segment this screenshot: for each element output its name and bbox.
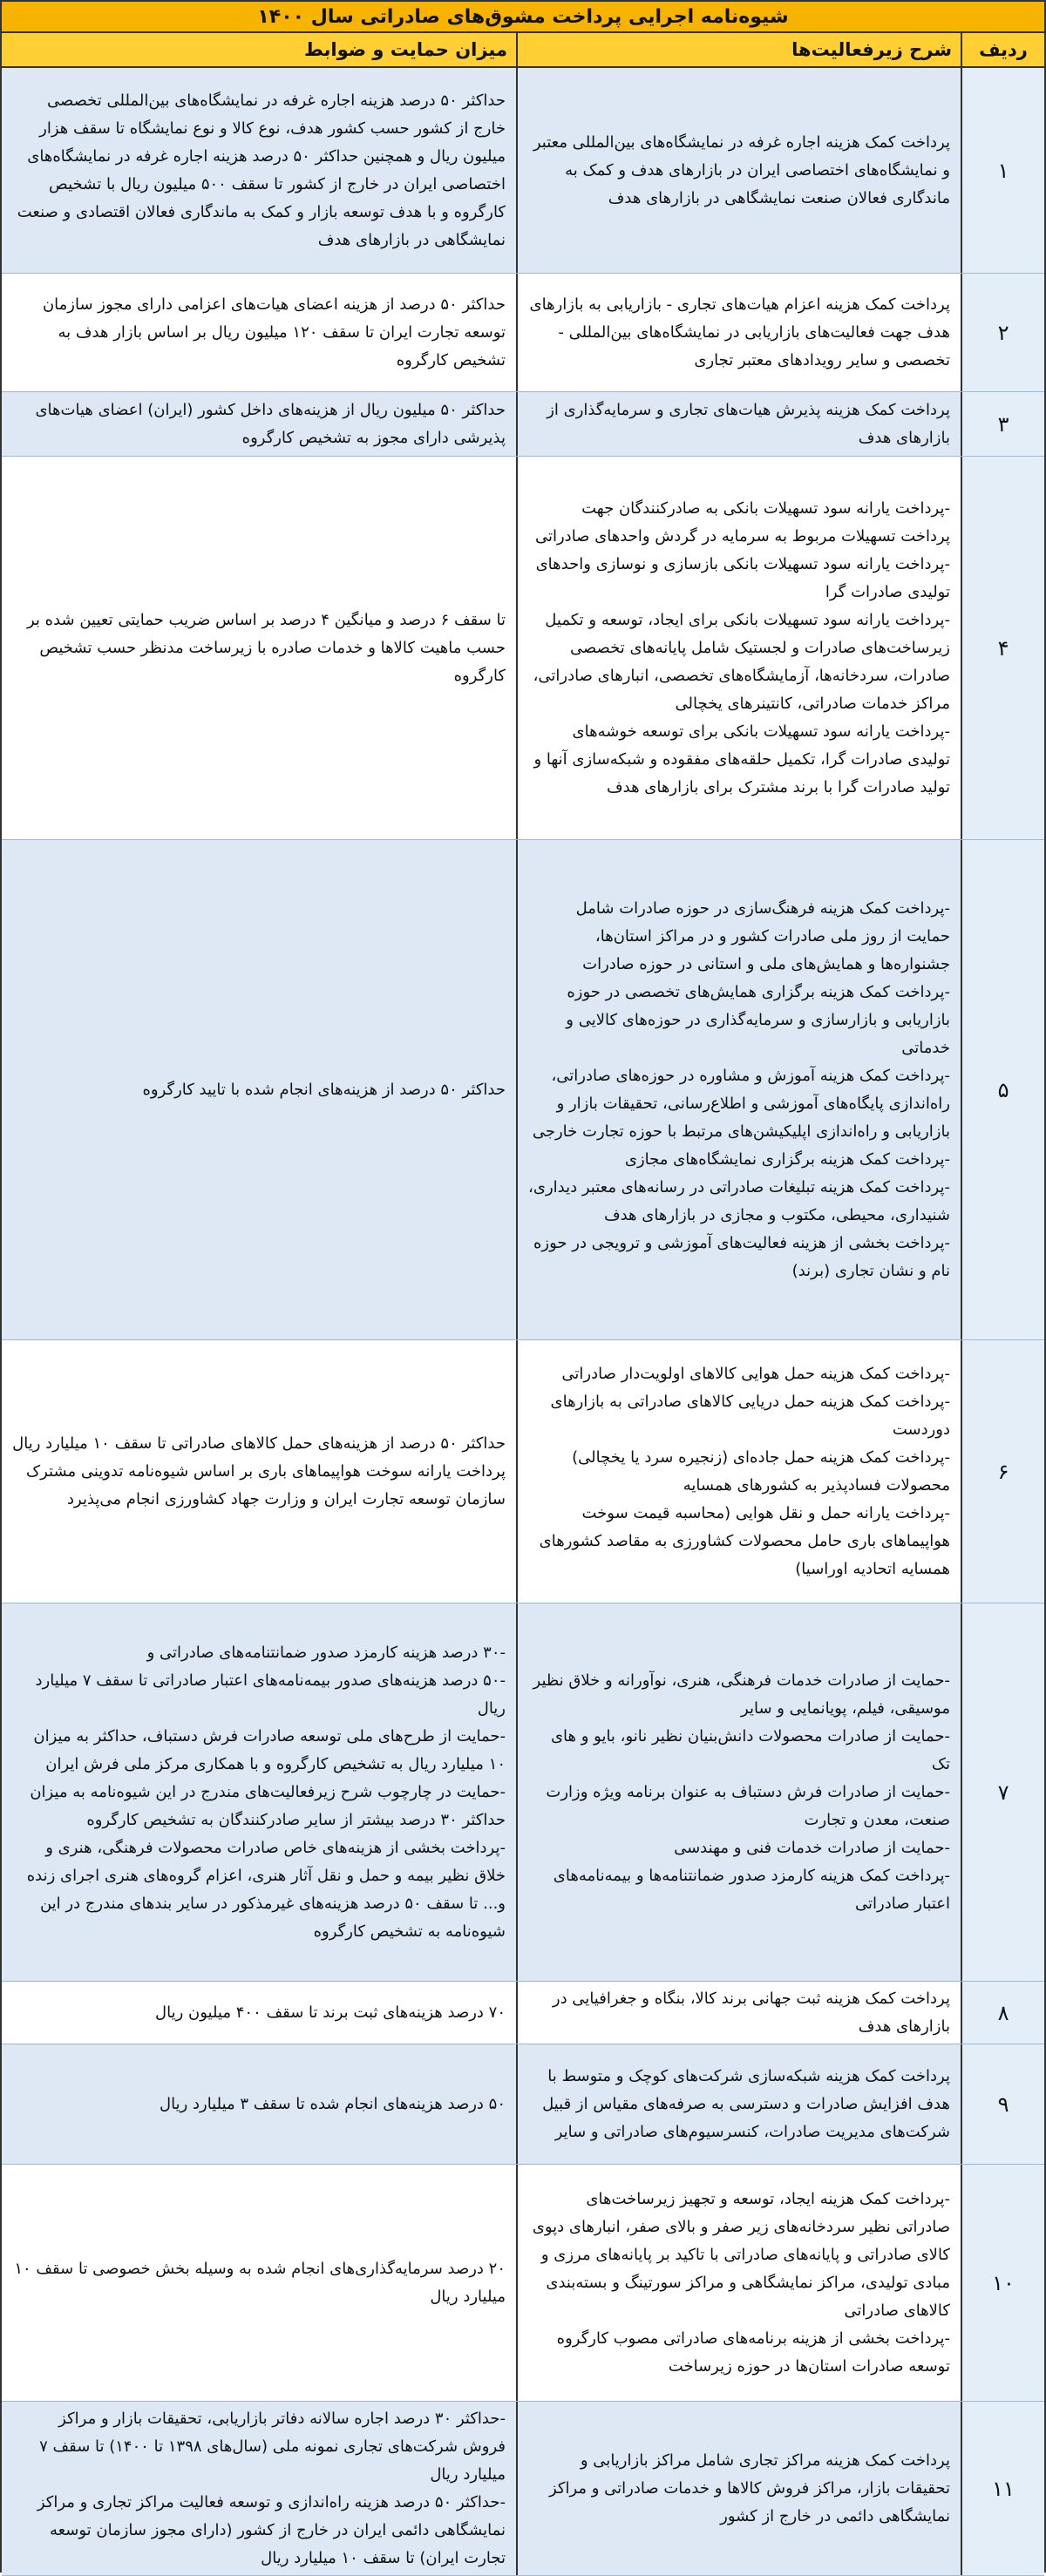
row-support: -۳۰ درصد هزینه کارمزد صدور ضمانتنامه‌های صادراتی و -۵۰ درصد هزینه‌های صدور بیمه‌نامه‌های اعتبار صادراتی تا سقف ۷ میلیارد ریال -حمایت از طرح‌های ملی توسعه صادرات فرش دستباف، حداکثر به میزان ۱۰ میلیارد ریال به تشخیص کارگروه و با همکاری مرکز ملی فرش ایران -حمایت در چارچوب شرح زیرفعالیت‌های مندرج در این شیوه‌نامه به میزان حداکثر ۳۰ درصد بیشتر از سایر صادرکنندگان به تشخیص کارگروه -پرداخت بخشی از هزینه‌های خاص صادرات محصولات فرهنگی، هنری و خلاق نظیر بیمه و حمل و نقل آثار هنری، اعزام گروه‌های هنری اجرای زنده و... تا سقف ۵۰ درصد هزینه‌های غیرمذکور در سایر بندهای مندرج در این شیوه‌نامه به تشخیص کارگروه — [2, 1603, 516, 1981]
header-description: شرح زیرفعالیت‌ها — [516, 33, 961, 66]
row-number: ۶ — [961, 1340, 1044, 1603]
table-row — [2, 274, 1044, 392]
row-description: -پرداخت کمک هزینه فرهنگ‌سازی در حوزه صادرات شامل حمایت از روز ملی صادرات کشور و در مراکز استان‌ها، جشنواره‌ها و همایش‌های ملی و استانی در حوزه صادرات -پرداخت کمک هزینه برگزاری همایش‌های تخصصی در حوزه بازاریابی و بازارسازی و سرمایه‌گذاری در حوزه‌های کالایی و خدماتی -پرداخت کمک هزینه آموزش و مشاوره در حوزه‌های صادراتی، راه‌اندازی پایگاه‌های آموزشی و اطلاع‌رسانی، تحقیقات بازار و بازاریابی و راه‌اندازی اپلیکیشن‌های مرتبط با حوزه تجارت خارجی -پرداخت کمک هزینه برگزاری نمایشگاه‌های مجازی -پرداخت کمک هزینه تبلیغات صادراتی در رسانه‌های معتبر دیداری، شنیداری، محیطی، مکتوب و مجازی در بازارهای هدف -پرداخت بخشی از هزینه فعالیت‌های آموزشی و ترویجی در حوزه نام و نشان تجاری (برند) — [516, 840, 961, 1339]
table-row — [2, 1340, 1044, 1603]
row-description: -حمایت از صادرات خدمات فرهنگی، هنری، نوآورانه و خلاق نظیر موسیقی، فیلم، پویانمایی و سایر -حمایت از صادرات محصولات دانش‌بنیان نظیر نانو، بایو و های تک -حمایت از صادرات فرش دستباف به عنوان برنامه ویژه وزارت صنعت، معدن و تجارت -حمایت از صادرات خدمات فنی و مهندسی -پرداخت کمک هزینه کارمزد صدور ضمانتنامه‌ها و بیمه‌نامه‌های اعتبار صادراتی — [516, 1603, 961, 1981]
table-row — [2, 2165, 1044, 2402]
row-description: پرداخت کمک هزینه پذیرش هیات‌های تجاری و سرمایه‌گذاری از بازارهای هدف — [516, 392, 961, 456]
row-description: پرداخت کمک هزینه اجاره غرفه در نمایشگاه‌های بین‌المللی معتبر و نمایشگاه‌های اختصاصی ایران در بازارهای هدف و کمک به ماندگاری فعالان صنعت نمایشگاهی در بازارهای هدف — [516, 68, 961, 273]
row-support: حداکثر ۵۰ درصد از هزینه‌های حمل کالاهای صادراتی تا سقف ۱۰ میلیارد ریال پرداخت یارانه سوخت هواپیماهای باری بر اساس شیوه‌نامه تدوینی مشترک سازمان توسعه تجارت ایران و وزارت جهاد کشاورزی انجام می‌پذیرد — [2, 1340, 516, 1603]
table-body — [2, 68, 1044, 2576]
row-number: ۱ — [961, 68, 1044, 273]
row-description: پرداخت کمک هزینه مراکز تجاری شامل مراکز بازاریابی و تحقیقات بازار، مراکز فروش کالاها و خدمات صادراتی و مراکز نمایشگاهی دائمی در خارج از کشور — [516, 2402, 961, 2575]
table-row — [2, 2044, 1044, 2165]
row-description: پرداخت کمک هزینه اعزام هیات‌های تجاری - بازاریابی به بازارهای هدف جهت فعالیت‌های بازاریابی در نمایشگاه‌های بین‌المللی - تخصصی و سایر رویدادهای معتبر تجاری — [516, 274, 961, 391]
row-description: -پرداخت یارانه سود تسهیلات بانکی به صادرکنندگان جهت پرداخت تسهیلات مربوط به سرمایه در گردش واحدهای صادراتی -پرداخت یارانه سود تسهیلات بانکی بازسازی و نوسازی واحدهای تولیدی صادرات گرا -پرداخت یارانه سود تسهیلات بانکی برای ایجاد، توسعه و تکمیل زیرساخت‌های صادرات و لجستیک شامل پایانه‌های تخصصی صادرات، سردخانه‌ها، آزمایشگاه‌های تخصصی، انبارهای صادراتی، مراکز خدمات صادراتی، کانتینرهای یخچالی -پرداخت یارانه سود تسهیلات بانکی برای توسعه خوشه‌های تولیدی صادرات گرا، تکمیل حلقه‌های مفقوده و شبکه‌سازی آنها و تولید صادرات گرا با برند مشترک برای بازارهای هدف — [516, 457, 961, 839]
row-support: ۷۰ درصد هزینه‌های ثبت برند تا سقف ۴۰۰ میلیون ریال — [2, 1982, 516, 2044]
table-row — [2, 1603, 1044, 1982]
row-support: حداکثر ۵۰ درصد از هزینه‌های انجام شده با تایید کارگروه — [2, 840, 516, 1339]
row-number: ۷ — [961, 1603, 1044, 1981]
row-number: ۲ — [961, 274, 1044, 391]
table-row — [2, 68, 1044, 274]
table-row — [2, 392, 1044, 457]
row-description: پرداخت کمک هزینه شبکه‌سازی شرکت‌های کوچک و متوسط با هدف افزایش صادرات و دسترسی به صرفه‌های مقیاس از قبیل شرکت‌های مدیریت صادرات، کنسرسیوم‌های صادراتی و سایر — [516, 2044, 961, 2164]
row-number: ۱۰ — [961, 2165, 1044, 2401]
table-title: شیوه‌نامه اجرایی پرداخت مشوق‌های صادراتی سال ۱۴۰۰ — [2, 2, 1044, 33]
table-row — [2, 1982, 1044, 2044]
header-number: ردیف — [961, 33, 1044, 66]
row-number: ۴ — [961, 457, 1044, 839]
table-row — [2, 2402, 1044, 2576]
table-row — [2, 840, 1044, 1340]
row-support: -حداکثر ۳۰ درصد اجاره سالانه دفاتر بازاریابی، تحقیقات بازار و مراکز فروش شرکت‌های تجاری نمونه ملی (سال‌های ۱۳۹۸ تا ۱۴۰۰) تا سقف ۷ میلیارد ریال -حداکثر ۵۰ درصد هزینه راه‌اندازی و توسعه فعالیت مراکز تجاری و مراکز نمایشگاهی دائمی ایران در خارج از کشور (دارای مجوز سازمان توسعه تجارت ایران) تا سقف ۱۰ میلیارد ریال — [2, 2402, 516, 2575]
table-row — [2, 457, 1044, 840]
row-number: ۵ — [961, 840, 1044, 1339]
row-support: ۲۰ درصد سرمایه‌گذاری‌های انجام شده به وسیله بخش خصوصی تا سقف ۱۰ میلیارد ریال — [2, 2165, 516, 2401]
row-support: حداکثر ۵۰ درصد از هزینه اعضای هیات‌های اعزامی دارای مجوز سازمان توسعه تجارت ایران تا سقف ۱۲۰ میلیون ریال بر اساس بازار هدف به تشخیص کارگروه — [2, 274, 516, 391]
header-support: میزان حمایت و ضوابط — [304, 39, 507, 60]
row-number: ۱۱ — [961, 2402, 1044, 2575]
row-support: ۵۰ درصد هزینه‌های انجام شده تا سقف ۳ میلیارد ریال — [2, 2044, 516, 2164]
row-description: پرداخت کمک هزینه ثبت جهانی برند کالا، بنگاه و جغرافیایی در بازارهای هدف — [516, 1982, 961, 2044]
row-support: حداکثر ۵۰ میلیون ریال از هزینه‌های داخل کشور (ایران) اعضای هیات‌های پذیرشی دارای مجوز به تشخیص کارگروه — [2, 392, 516, 456]
table-header-row — [2, 33, 1044, 68]
row-description: -پرداخت کمک هزینه حمل هوایی کالاهای اولویت‌دار صادراتی -پرداخت کمک هزینه حمل دریایی کالاهای صادراتی به بازارهای دوردست -پرداخت کمک هزینه حمل جاده‌ای (زنجیره سرد یا یخچالی) محصولات فسادپذیر به کشورهای همسایه -پرداخت یارانه حمل و نقل هوایی (محاسبه قیمت سوخت هواپیماهای باری حامل محصولات کشاورزی به مقاصد کشورهای همسایه اتحادیه اوراسیا) — [516, 1340, 961, 1603]
row-support: تا سقف ۶ درصد و میانگین ۴ درصد بر اساس ضریب حمایتی تعیین شده بر حسب ماهیت کالاها و خدمات صادره با زیرساخت مدنظر حسب تشخیص کارگروه — [2, 457, 516, 839]
row-number: ۹ — [961, 2044, 1044, 2164]
row-number: ۸ — [961, 1982, 1044, 2044]
row-number: ۳ — [961, 392, 1044, 456]
row-description: -پرداخت کمک هزینه ایجاد، توسعه و تجهیز زیرساخت‌های صادراتی نظیر سردخانه‌های زیر صفر و بالای صفر، انبارهای دپوی کالای صادراتی و پایانه‌های صادراتی با تاکید بر پایانه‌های مرزی و مبادی تولیدی، مراکز نمایشگاهی و مراکز سورتینگ و بسته‌بندی کالاهای صادراتی -پرداخت بخشی از هزینه برنامه‌های صادراتی مصوب کارگروه توسعه صادرات استان‌ها در حوزه زیرساخت — [516, 2165, 961, 2401]
row-support: حداکثر ۵۰ درصد هزینه اجاره غرفه در نمایشگاه‌های بین‌المللی تخصصی خارج از کشور حسب کشور هدف، نوع کالا و نوع نمایشگاه تا سقف هزار میلیون ریال و همچنین حداکثر ۵۰ درصد هزینه اجاره غرفه در نمایشگاه‌های اختصاصی ایران در خارج از کشور تا سقف ۵۰۰ میلیون ریال با تشخیص کارگروه و با هدف توسعه بازار و کمک به ماندگاری فعالان اقتصادی و صنعت نمایشگاهی در بازارهای هدف — [2, 68, 516, 273]
